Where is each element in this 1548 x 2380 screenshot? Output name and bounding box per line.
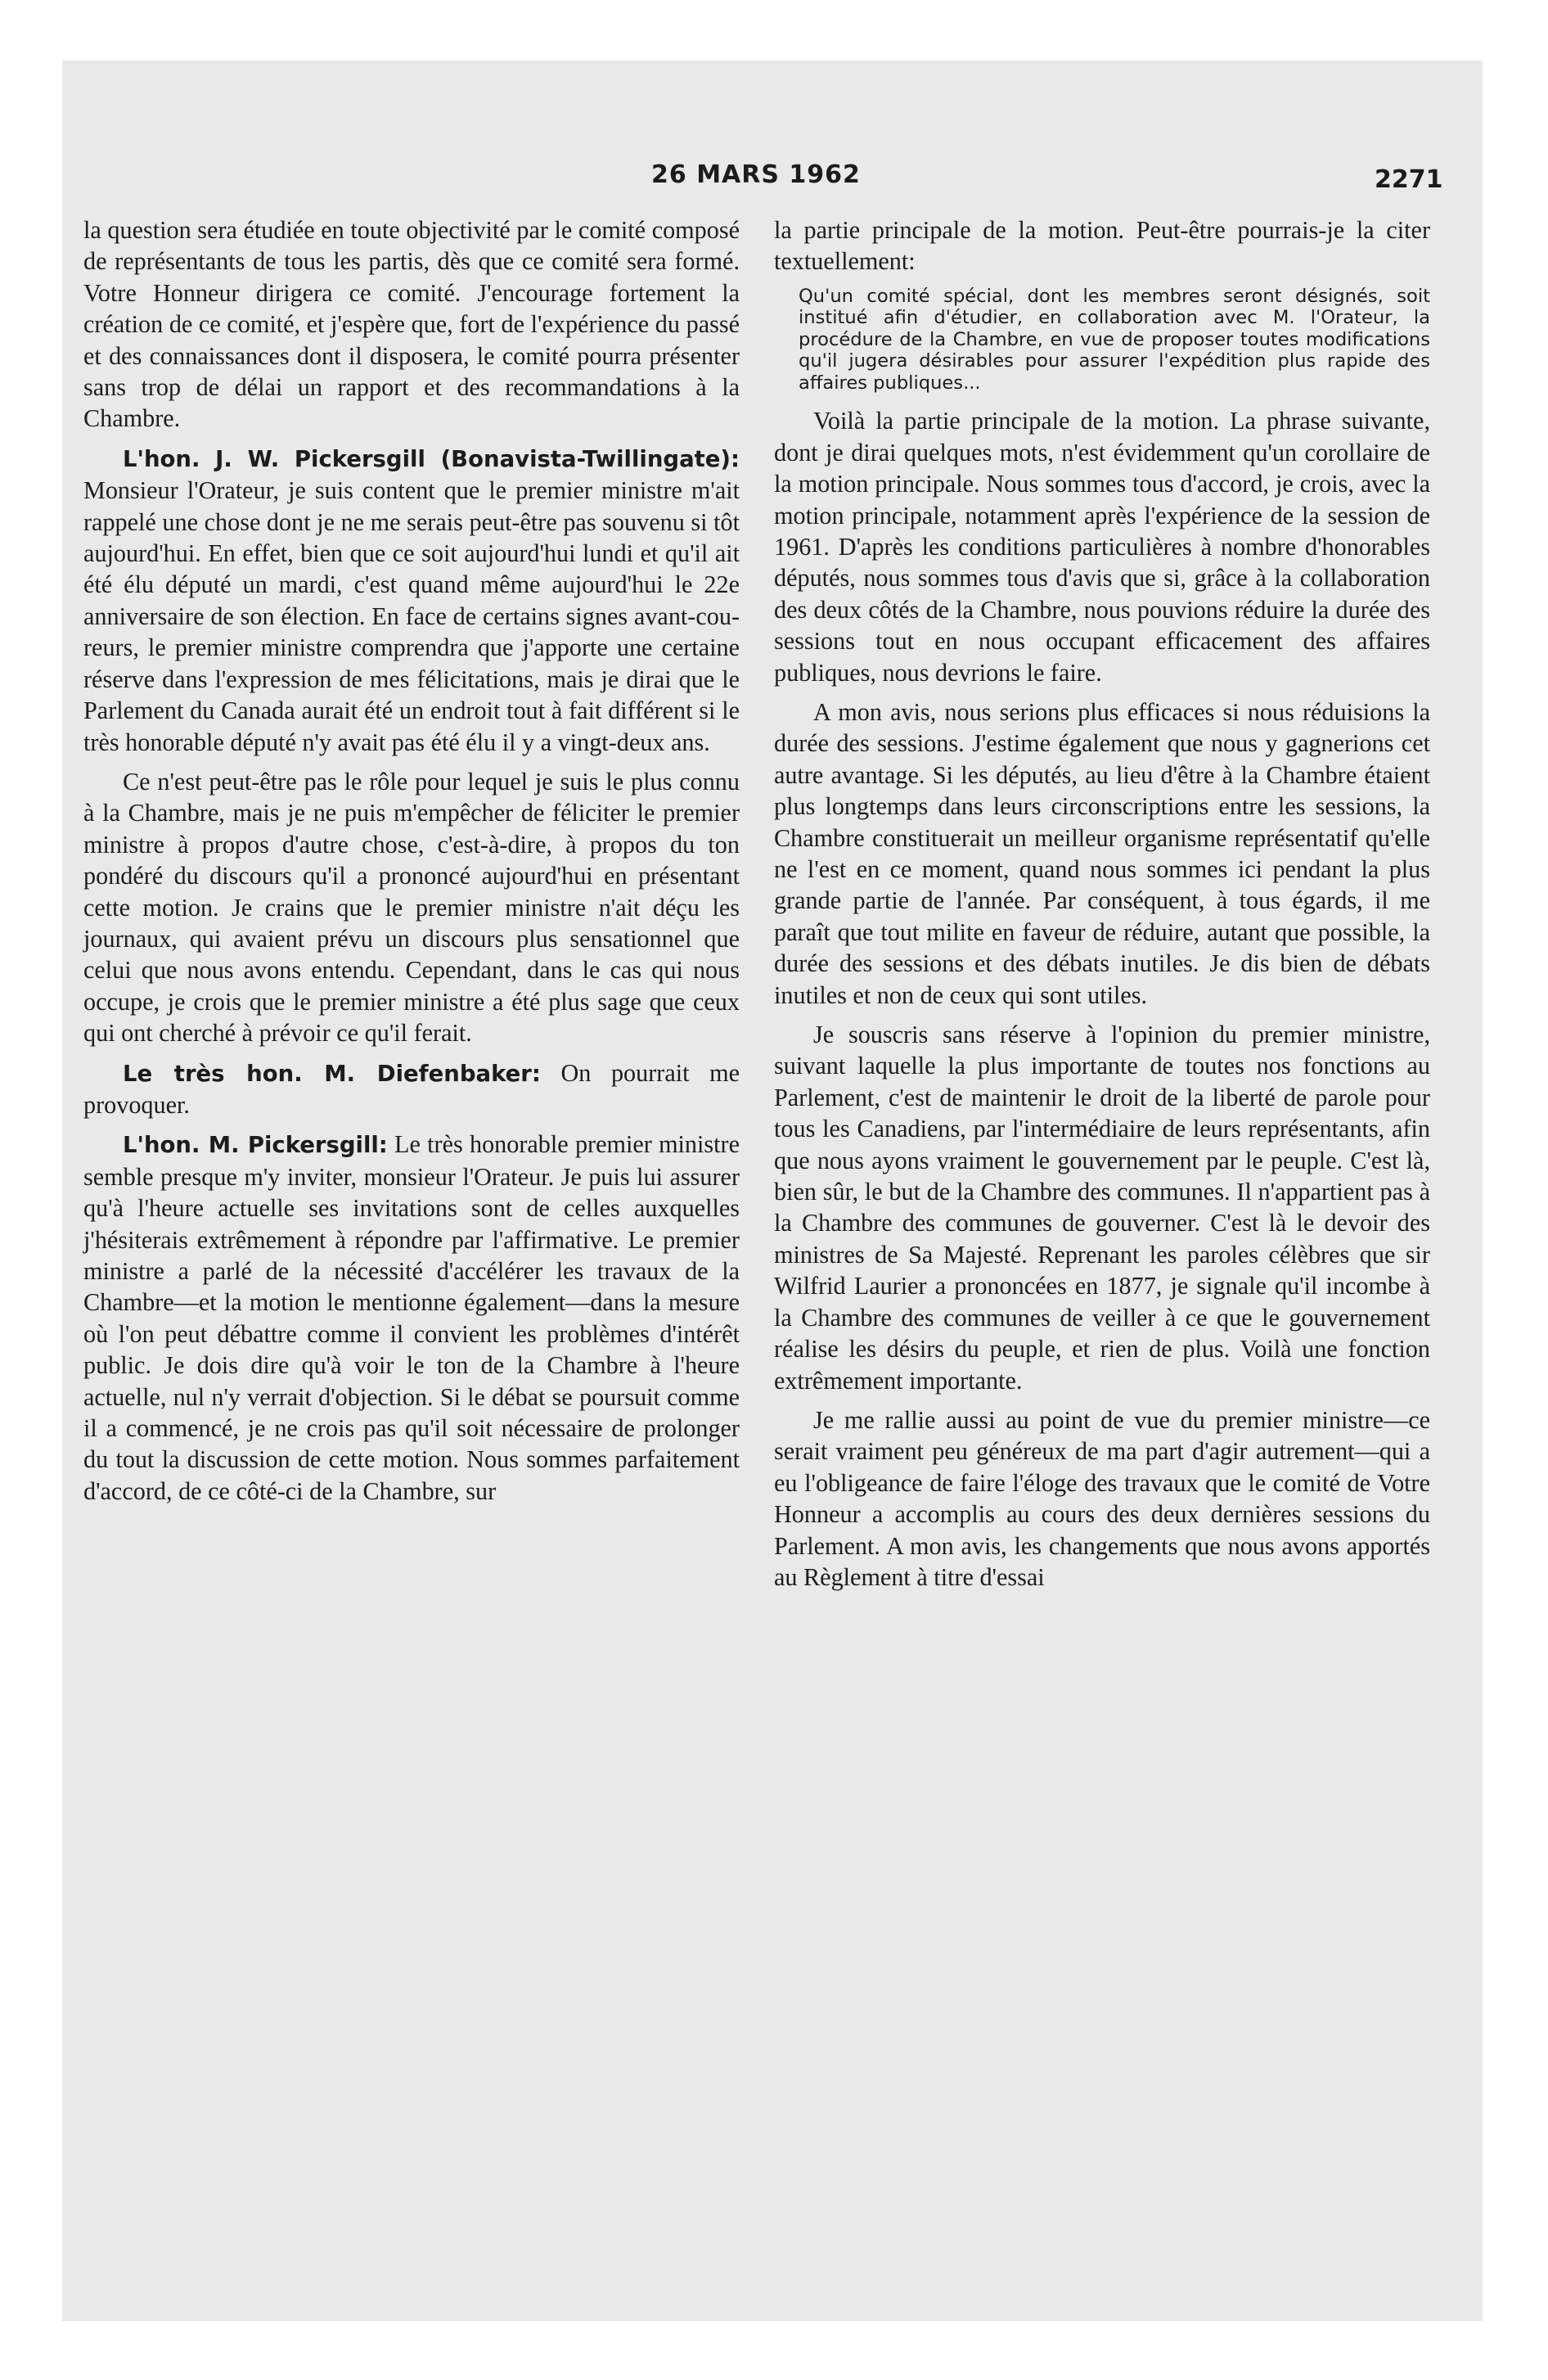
paragraph-left-2 (83, 443, 740, 758)
speaker-name: L'hon. J. W. Pickersgill (Bonavista-Twillingate): (123, 445, 740, 472)
paragraph-right-4 (774, 696, 1430, 1011)
paragraph-right-3 (774, 405, 1430, 688)
paragraph-text: la partie principale de la motion. Peut-être pourrais-je la citer textuellement: (774, 216, 1430, 276)
paragraph-text: Monsieur l'Orateur, je suis content que le premier ministre m'ait rappelé une chose dont je ne me serais peut-être pas souvenu si tôt aujourd'hui. En effet, bien que ce soit aujourd'hui lundi et qu'il ait été élu député un mardi, c'est quand même aujourd'hui le 22e anniversaire de son élection. En face de certains signes avant-coureurs, le premier ministre comprendra que j'apporte une certaine réserve dans l'expression de mes félicitations, mais je dirai que le Parlement du Canada aurait été un endroit tout à fait différent si le très honorable député n'y avait pas été élu il y a vingt-deux ans. (83, 476, 740, 756)
speaker-name: L'hon. M. Pickersgill: (123, 1132, 388, 1159)
paragraph-text: Voilà la partie principale de la motion. La phrase suivante, dont je dirai quelques mots, n'est évidemment qu'un corollaire de la motion principale. Nous sommes tous d'accord, je crois, avec la motion principale, notamment après l'expérience de la session de 1961. D'après les conditions particulières à nombre d'honorables députés, nous sommes tous d'avis que si, grâce à la collaboration des deux côtés de la Chambre, nous pouvions réduire la durée des sessions tout en nous occupant efficacement des affaires publiques, nous devrions le faire. (774, 407, 1430, 687)
header-date: 26 MARS 1962 (651, 160, 861, 189)
paragraph-right-6 (774, 1404, 1430, 1593)
paragraph-right-5 (774, 1019, 1430, 1396)
paragraph-text: la question sera étudiée en toute objectivité par le comité composé de représentants de tous les partis, dès que ce comité sera formé. Votre Honneur dirigera ce comité. J'encourage fortement la création de ce comité, et j'espère que, fort de l'expérience du passé et des connaissances dont il disposera, le comité pourra présenter sans trop de délai un rapport et des recommandations à la Chambre. (83, 216, 740, 433)
right-column (774, 214, 1430, 1601)
quote-text: Qu'un comité spécial, dont les membres seront désignés, soit institué afin d'étudier, en collaboration avec M. l'Orateur, la procédure de la Chambre, en vue de proposer toutes modifications qu'il jugera désirables pour assurer l'expédition plus rapide des affaires publiques... (799, 285, 1430, 394)
motion-quote (774, 286, 1430, 394)
speaker-name: Le très hon. M. Diefenbaker: (123, 1060, 541, 1087)
paragraph-right-1 (774, 214, 1430, 277)
page-header (0, 160, 1548, 201)
paragraph-text: On pourrait me provoquer. (83, 1058, 740, 1119)
page-number: 2271 (1375, 165, 1443, 194)
paragraph-left-5 (83, 1129, 740, 1507)
paragraph-left-4 (83, 1057, 740, 1121)
paragraph-left-1 (83, 214, 740, 435)
left-column (83, 214, 740, 1515)
paragraph-text: Je me rallie aussi au point de vue du premier ministre—ce serait vraiment peu généreux de ma part d'agir autrement—qui a eu l'obligeance de faire l'éloge des travaux que le comité de Votre Honneur a accomplis au cours des deux dernières sessions du Parlement. A mon avis, les changements que nous avons apportés au Règlement à titre d'essai (774, 1405, 1430, 1591)
paragraph-left-3 (83, 766, 740, 1049)
paragraph-text: Je souscris sans réserve à l'opinion du premier ministre, suivant laquelle la plus importante de toutes nos fonctions au Parlement, c'est de maintenir le droit de la liberté de parole pour tous les Canadiens, par l'intermédiaire de leurs représentants, afin que nous ayons vraiment le gouvernement par le peuple. C'est là, bien sûr, le but de la Chambre des communes. Il n'appartient pas à la Chambre des communes de gouverner. C'est là le devoir des ministres de Sa Majesté. Reprenant les paroles célèbres que sir Wilfrid Laurier a prononcées en 1877, je signale qu'il incombe à la Chambre des communes de veiller à ce que le gouvernement réalise les désirs du peuple, et rien de plus. Voilà une fonction extrêmement importante. (774, 1021, 1430, 1395)
paragraph-text: Ce n'est peut-être pas le rôle pour lequel je suis le plus connu à la Chambre, mais je ne puis m'empêcher de féliciter le premier ministre à propos d'autre chose, c'est-à-dire, à propos du ton pondéré du discours qu'il a prononcé aujourd'hui en présentant cette motion. Je crains que le premier ministre n'ait déçu les journaux, qui avaient prévu un discours plus sensationnel que celui que nous avons entendu. Cependant, dans le cas qui nous occupe, je crois que le premier ministre a été plus sage que ceux qui ont cherché à prévoir ce qu'il ferait. (83, 767, 740, 1048)
paragraph-text: A mon avis, nous serions plus efficaces si nous réduisions la durée des sessions. J'estime également que nous y gagnerions cet autre avantage. Si les députés, au lieu d'être à la Chambre étaient plus longtemps dans leurs circonscriptions entre les sessions, la Chambre constituerait un meilleur organisme représentatif qu'elle ne l'est en ce moment, quand nous sommes ici pendant la plus grande partie de l'année. Par conséquent, à tous égards, il me paraît que tout milite en faveur de réduire, autant que possible, la durée des sessions et des débats inutiles. Je dis bien de débats inutiles et non de ceux qui sont utiles. (774, 697, 1430, 1009)
paragraph-text: Le très honorable premier ministre semble presque m'y inviter, monsieur l'Orateur. Je puis lui assurer qu'à l'heure actuelle ses invitations sont de celles auxquelles j'hésiterais extrêmement à répondre par l'affirmative. Le premier ministre a parlé de la nécessité d'accélérer les travaux de la Chambre—et la motion le mentionne également—dans la mesure où l'on peut débattre comme il convient les problèmes d'intérêt public. Je dois dire qu'à voir le ton de la Chambre à l'heure actuelle, nul n'y verrait d'objection. Si le débat se poursuit comme il a commencé, je ne crois pas qu'il soit nécessaire de prolonger du tout la discussion de cette motion. Nous sommes parfaitement d'accord, de ce côté-ci de la Chambre, sur (83, 1130, 740, 1505)
